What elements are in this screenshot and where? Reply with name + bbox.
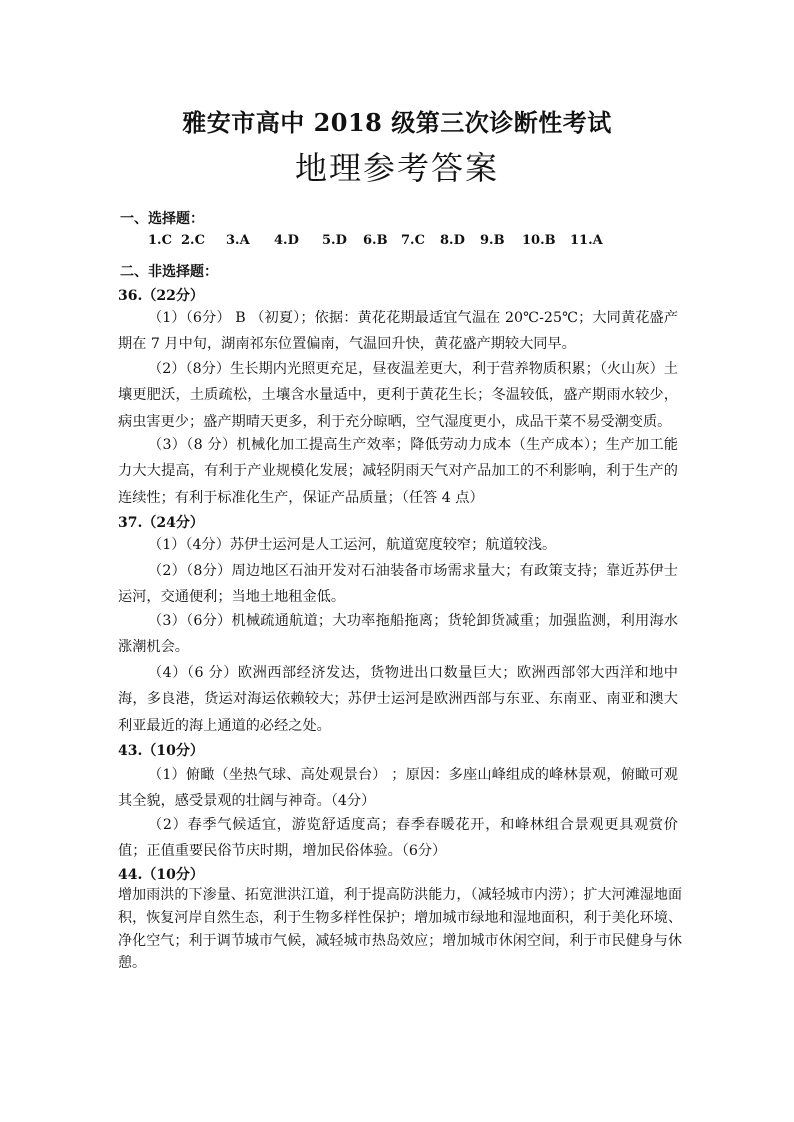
question-36-part-3: （3）（8 分）机械化加工提高生产效率；降低劳动力成本（生产成本）；生产加工能力大大提高，有利于产业规模化发展；减轻阴雨天气对产品加工的不利影响，利于生产的连续性；有利于标准化生产，保证产品质量；（任答 4 点） [118,437,678,506]
section-non-choice-heading: 二、非选择题： [120,264,218,280]
question-37-part-1: （1）（4分）苏伊士运河是人工运河，航道宽度较窄；航道较浅。 [148,537,557,553]
choice-answer: 11.A [570,233,603,248]
choice-answer: 3.A [226,233,250,248]
question-37-part-4: （4）（6 分）欧洲西部经济发达，货物进出口数量巨大；欧洲西部邻大西洋和地中海，多良港，货运对海运依赖较大；苏伊士运河是欧洲西部与东亚、东南亚、南亚和澳大利亚最近的海上通道的必经之处。 [118,665,678,734]
question-43-part-2: （2）春季气候适宜，游览舒适度高；春季春暖花开，和峰林组合景观更具观赏价值；正值重要民俗节庆时期，增加民俗体验。（6分） [118,817,678,860]
question-43-part-1: （1）俯瞰（坐热气球、高处观景台） ；原因：多座山峰组成的峰林景观，俯瞰可观其全貌，感受景观的壮阔与神奇。（4分） [118,767,678,810]
question-37-part-2: （2）（8分）周边地区石油开发对石油装备市场需求量大；有政策支持；靠近苏伊士运河，交通便利；当地土地租金低。 [118,563,678,606]
question-37-heading: 37.（24分） [118,515,204,531]
question-44-heading: 44.（10分） [118,867,204,883]
choice-answer: 4.D [274,233,299,248]
question-37-part-3: （3）（6分）机械疏通航道；大功率拖船拖离；货轮卸货减重；加强监测，利用海水涨潮机会。 [118,613,678,656]
question-36-heading: 36.（22分） [118,288,204,304]
choice-answer: 9.B [480,233,505,248]
choice-answer: 2.C [181,233,205,248]
choice-answer: 1.C [148,233,172,248]
choice-answer: 5.D [322,233,347,248]
question-36-part-1: （1）（6分） B （初夏）；依据：黄花花期最适宜气温在 20℃-25℃；大同黄花盛产期在 7 月中旬，湖南祁东位置偏南，气温回升快，黄花盛产期较大同早。 [118,310,678,353]
choice-answer: 6.B [363,233,388,248]
answer-key-title: 地理参考答案 [294,149,499,187]
choice-answer: 8.D [440,233,465,248]
question-36-part-2: （2）（8分）生长期内光照更充足，昼夜温差更大，利于营养物质积累；（火山灰）土壤更肥沃，土质疏松，土壤含水量适中，更利于黄花生长；冬温较低，盛产期雨水较少，病虫害更少；盛产期晴天更多，利于充分晾晒，空气湿度更小，成品干菜不易受潮变质。 [118,361,678,430]
section-multiple-choice-heading: 一、选择题： [120,211,204,227]
exam-title: 雅安市高中 2018 级第三次诊断性考试 [182,108,612,137]
question-44-answer: 增加雨洪的下渗量、拓宽泄洪江道，利于提高防洪能力，（减轻城市内涝）；扩大河滩湿地面积，恢复河岸自然生态，利于生物多样性保护；增加城市绿地和湿地面积，利于美化环境、净化空气；利于调节城市气候，减轻城市热岛效应；增加城市休闲空间，利于市民健身与休憩。 [118,887,682,972]
choice-answer: 7.C [401,233,425,248]
question-43-heading: 43.（10分） [118,743,204,759]
choice-answer: 10.B [522,233,556,248]
multiple-choice-answers [148,233,603,248]
